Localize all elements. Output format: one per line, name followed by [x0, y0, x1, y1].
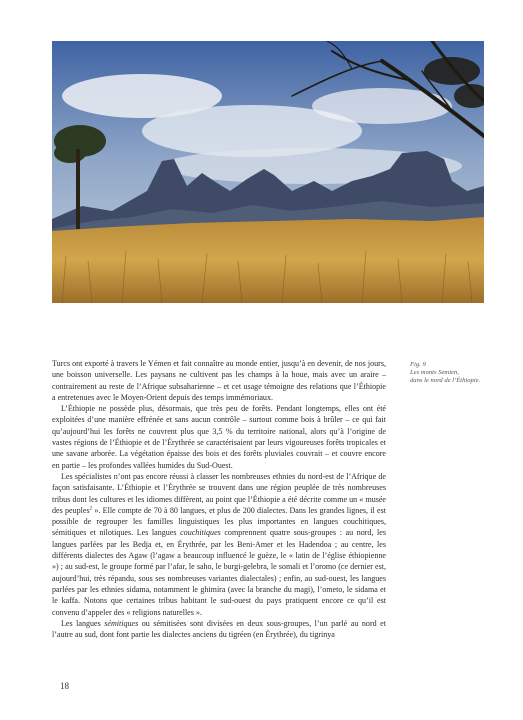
page-number: 18 [60, 681, 69, 691]
paragraph-3-middle: ». Elle compte de 70 à 80 langues, et plus de 200 dialectes. Dans les grandes lignes, il est possible de regrouper les familles linguistiques les plus importantes en langues couchitiques, sémitiques et nilotiques. Les langues [52, 505, 386, 538]
caption-line-1: Les monts Semien, [410, 369, 459, 377]
paragraph-4-start: Les langues [61, 618, 105, 628]
paragraph-2: L’Éthiopie ne possède plus, désormais, que très peu de forêts. Pendant longtemps, elles ont été exploitées d’une manière effrénée et sans aucun contrôle – surtout comme bois à brûler – ce qui fait qu’aujourd’hui les forêts ne couvrent plus que 3,5 % du territoire national, alors qu’à l’origine de vastes régions de l’Éthiopie et de l’Érythrée se caractérisaient par leurs vigoureuses forêts tropicales et une savane arborée. La végétation épaisse des bois et des forêts pluviales couvrait – et couvre encore en partie – les profondes vallées humides du Sud-Ouest. [52, 404, 386, 470]
paragraph-4-end: ou sémitisées sont divisées en deux sous-groupes, l’un parlé au nord et l’autre au sud, dont font partie les dialectes anciens du tigréen (en Érythrée), du tigrinya [52, 618, 386, 640]
italic-term-semitiques: sémitiques [104, 618, 139, 628]
paragraph-3 [52, 471, 386, 618]
body-text [52, 358, 386, 640]
figure-label: Fig. 9 [410, 361, 426, 368]
paragraph-3-start: Les spécialistes n’ont pas encore réussi à classer les nombreuses ethnies du nord-est de l’Afrique de façon satisfaisante. L’Éthiopie et l’Érythrée se trouvent dans une région peuplée de très nombreuses tribus dont les cultures et les idiomes diffèrent, au point que l’Éthiopie a été décrite comme un « musée des peuples [52, 471, 386, 515]
paragraph-4 [52, 618, 386, 641]
italic-term-couchitiques: couchitiques [180, 528, 221, 538]
paragraph-1: Turcs ont exporté à travers le Yémen et fait connaître au monde entier, jusqu’à en devenir, de nos jours, une boisson universelle. Les paysans ne cultivent pas les champs à la houe, mais avec un araire – contrairement au reste de l’Afrique subsaharienne – et cet usage témoigne des relations que l’Éthiopie a entretenues avec le Moyen-Orient depuis des temps immémoriaux. [52, 359, 386, 402]
figure-caption [410, 361, 510, 386]
mountain-landscape-photo [52, 41, 484, 303]
footnote-ref: 2 [89, 506, 93, 512]
caption-line-2: dans le nord de l’Éthiopie. [410, 377, 481, 385]
paragraph-3-end: comprennent quatre sous-groupes : au nord, les langues parlées par les Bedja et, en Érythrée, par les Beni-Amer et les Hadendoa ; au centre, les différents dialectes des Agaw (l’agaw a beaucoup influencé le guèze, le « latin de l’église éthiopienne ») ; au sud-est, le groupe formé par l’afar, le saho, le burgi-gelebra, le somali et l’oromo (ce dernier est, aujourd’hui, très répandu, sous ses nombreuses variantes dialectales) ; enfin, au sud-ouest, les langues parlées par les ethnies sidama, notamment le ghimira (avec la branche du magi), l’ometo, le sidama et le kaffa. Notons que certaines tribus habitant le sud-ouest du pays pratiquent encore ce qu’il est convenu d’appeler des « religions naturelles ». [52, 528, 386, 617]
